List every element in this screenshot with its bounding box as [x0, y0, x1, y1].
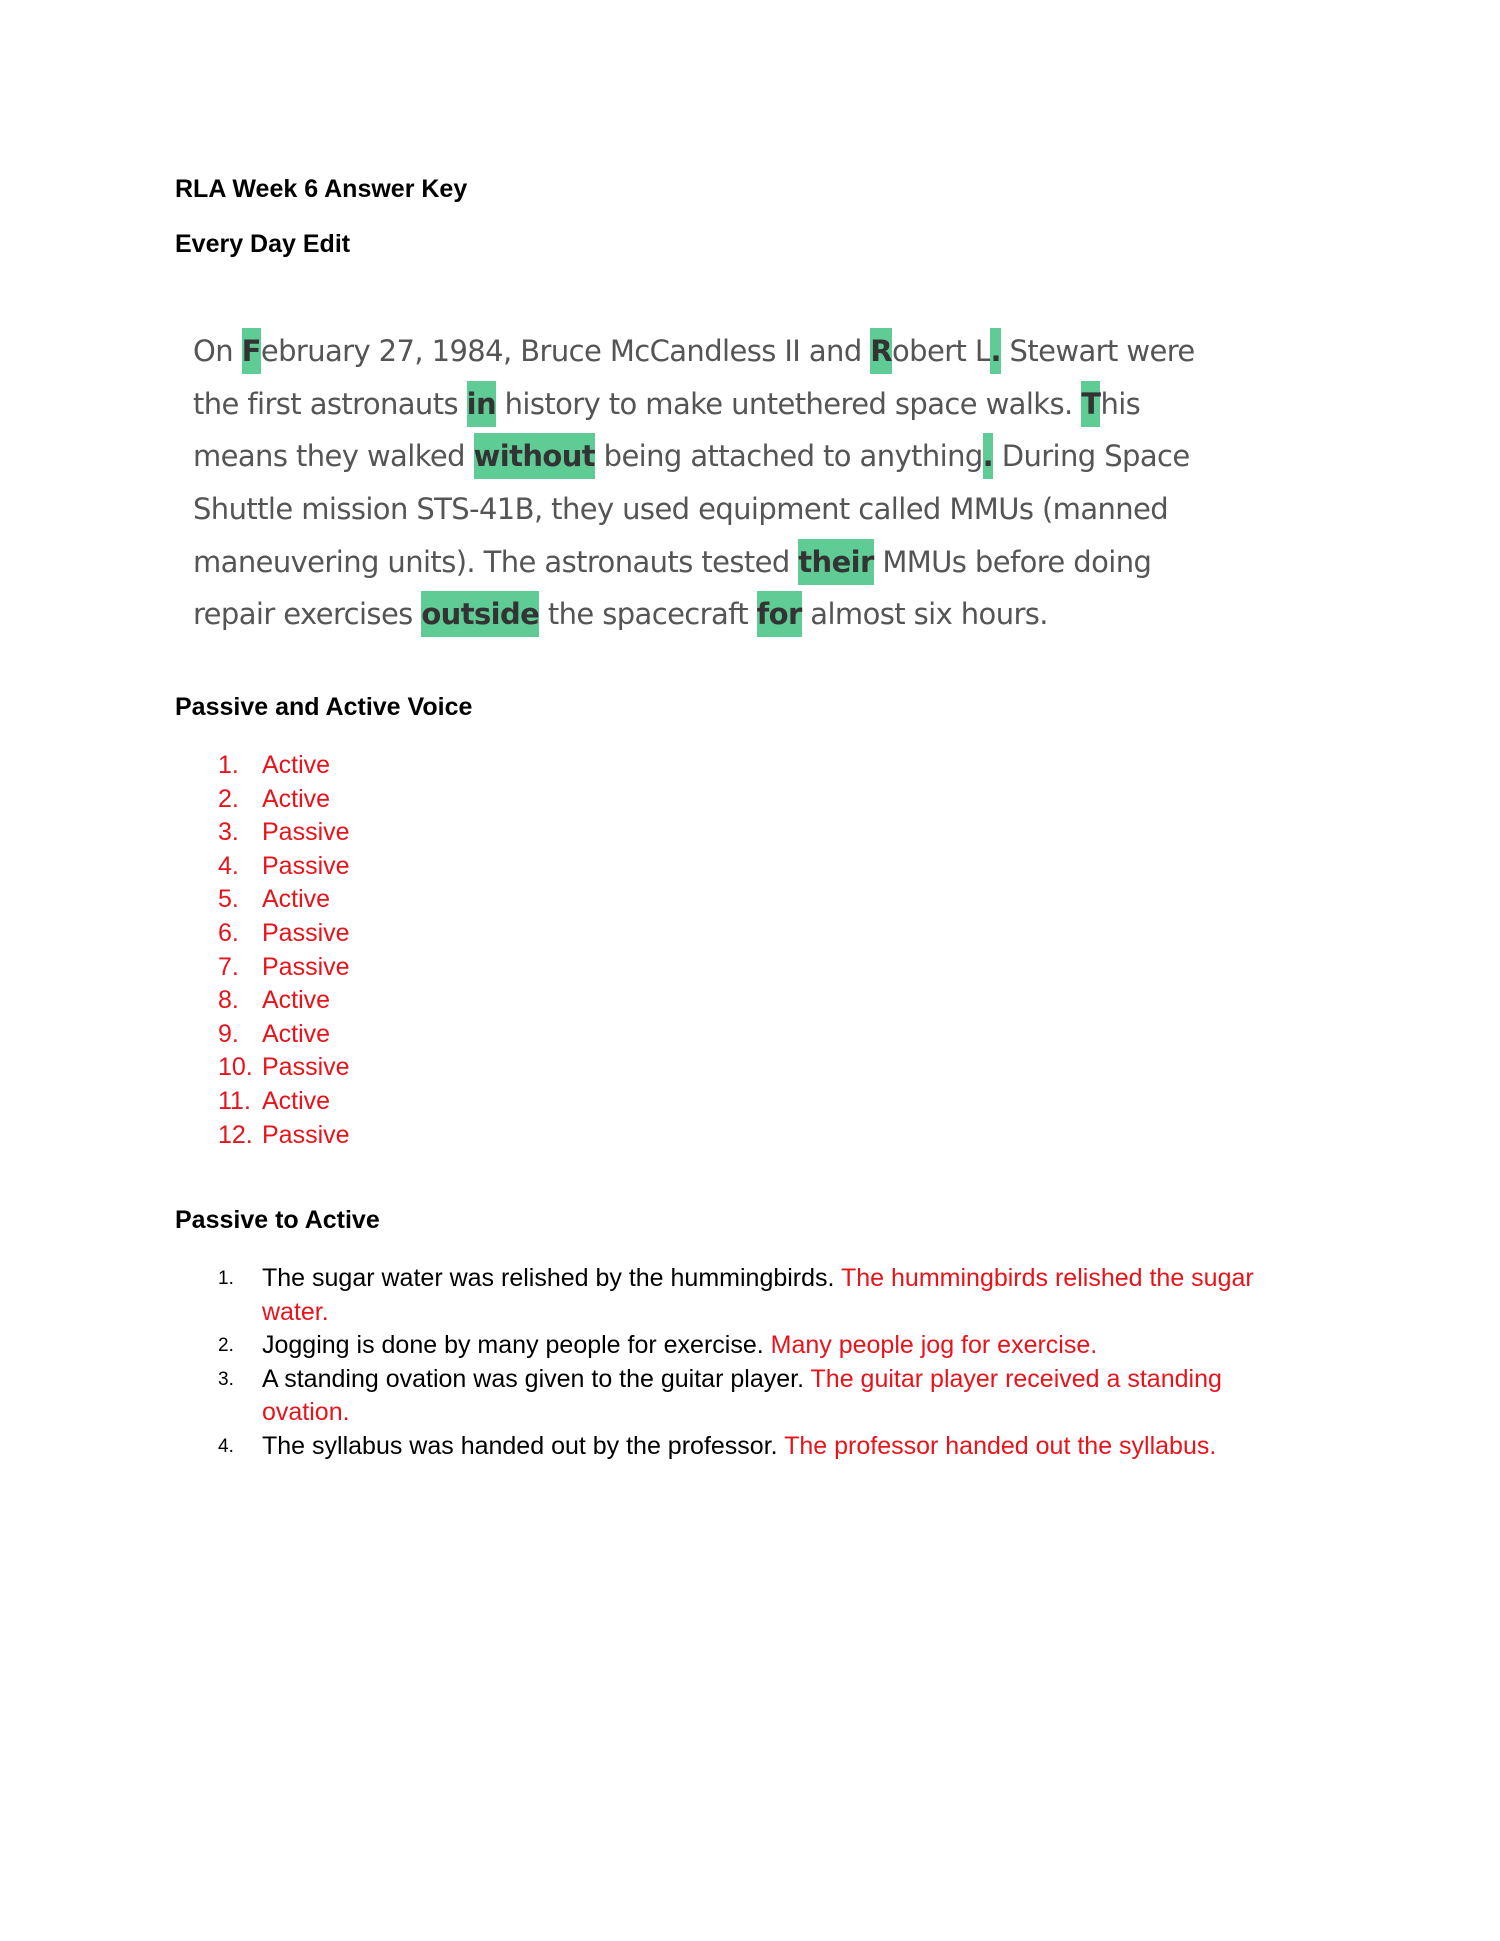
text-segment: ebruary 27, 1984, Bruce McCandless II and [260, 334, 871, 368]
item-number: 4. [218, 851, 239, 880]
text-segment: almost six hours. [801, 597, 1048, 632]
text-segment: maneuvering units). The astronauts tested [193, 544, 799, 579]
list-item [218, 917, 350, 951]
text-segment: Shuttle mission STS-41B, they used equipment called MMUs (manned [193, 492, 1169, 527]
answer-text: Passive [262, 818, 350, 847]
item-number: 9. [218, 1019, 239, 1048]
highlighted-correction: in [467, 381, 496, 427]
answer-text: Active [262, 1019, 331, 1048]
item-number: 10. [218, 1053, 253, 1082]
list-item [218, 783, 350, 817]
paragraph-line [193, 483, 1195, 536]
item-number: 8. [218, 986, 239, 1015]
passive-sentence: The syllabus was handed out by the professor. [262, 1431, 778, 1460]
page-title: RLA Week 6 Answer Key [175, 175, 468, 203]
list-item [218, 1051, 350, 1085]
text-segment: Stewart were [1000, 334, 1195, 368]
highlighted-correction: . [983, 433, 993, 479]
answer-text: Passive [262, 1053, 350, 1082]
item-number: 7. [218, 952, 239, 981]
item-number: 1. [218, 1268, 234, 1289]
list-item [218, 816, 350, 850]
text-segment: his [1100, 386, 1141, 421]
item-number: 3. [218, 818, 239, 847]
answer-text: Active [262, 751, 331, 779]
list-item [218, 1262, 1298, 1329]
list-item [218, 749, 350, 783]
passive-sentence: The sugar water was relished by the hummingbirds. [262, 1264, 835, 1292]
item-number: 5. [218, 885, 239, 914]
text-segment: the spacecraft [539, 597, 757, 632]
list-item [218, 1329, 1298, 1363]
highlighted-correction: T [1081, 381, 1100, 427]
highlighted-correction: F [242, 328, 261, 374]
answer-text: Passive [262, 952, 350, 981]
answer-text: Active [262, 1086, 331, 1115]
list-item [218, 951, 350, 985]
text-segment: history to make untethered space walks. [496, 386, 1082, 421]
voice-answer-list [218, 749, 350, 1152]
item-number: 1. [218, 751, 239, 779]
list-item [218, 1363, 1298, 1430]
list-item [218, 984, 350, 1018]
list-item [218, 883, 350, 917]
answer-text: Active [262, 885, 331, 914]
text-segment: MMUs before doing [873, 544, 1152, 579]
paragraph-line [193, 588, 1195, 641]
highlighted-correction: for [757, 591, 802, 637]
item-number: 2. [218, 784, 239, 813]
answer-text: Active [262, 986, 331, 1015]
active-answer: The professor handed out the syllabus. [784, 1431, 1217, 1460]
passive-sentence: A standing ovation was given to the guitar player. [262, 1364, 805, 1393]
item-number: 4. [218, 1435, 234, 1457]
text-segment: On [193, 334, 242, 368]
answer-text: Passive [262, 1120, 350, 1149]
text-segment: being attached to anything [595, 439, 983, 474]
text-segment: means they walked [193, 439, 474, 474]
every-day-edit-paragraph [193, 325, 1195, 641]
paragraph-line [193, 378, 1195, 431]
text-segment: During Space [993, 439, 1190, 474]
paragraph-line [193, 325, 1195, 378]
text-segment: the first astronauts [193, 386, 467, 421]
item-number: 2. [218, 1335, 234, 1357]
every-day-edit-heading: Every Day Edit [175, 230, 351, 258]
active-answer: The guitar player received a standing ovation. [262, 1364, 1222, 1427]
passive-to-active-heading: Passive to Active [175, 1206, 380, 1234]
paragraph-line [193, 430, 1195, 483]
active-answer: The hummingbirds relished the sugar water. [262, 1264, 1254, 1326]
answer-text: Active [262, 784, 331, 813]
highlighted-correction: their [798, 539, 873, 585]
list-item [218, 1018, 350, 1052]
highlighted-correction: without [474, 433, 595, 479]
active-answer: Many people jog for exercise. [770, 1331, 1098, 1360]
highlighted-correction: outside [421, 591, 539, 637]
passive-sentence: Jogging is done by many people for exercise. [262, 1331, 764, 1360]
answer-text: Passive [262, 918, 350, 947]
highlighted-correction: . [990, 328, 1000, 374]
passive-to-active-list [218, 1262, 1298, 1464]
list-item [218, 1085, 350, 1119]
list-item [218, 1119, 350, 1153]
list-item [218, 1430, 1298, 1464]
item-number: 11. [218, 1086, 251, 1115]
item-number: 6. [218, 918, 239, 947]
voice-heading: Passive and Active Voice [175, 693, 473, 721]
highlighted-correction: R [870, 328, 892, 374]
answer-text: Passive [262, 851, 350, 880]
text-segment: obert L [892, 334, 991, 368]
list-item [218, 850, 350, 884]
paragraph-line [193, 536, 1195, 589]
item-number: 3. [218, 1368, 234, 1390]
item-number: 12. [218, 1120, 253, 1149]
text-segment: repair exercises [193, 597, 422, 632]
